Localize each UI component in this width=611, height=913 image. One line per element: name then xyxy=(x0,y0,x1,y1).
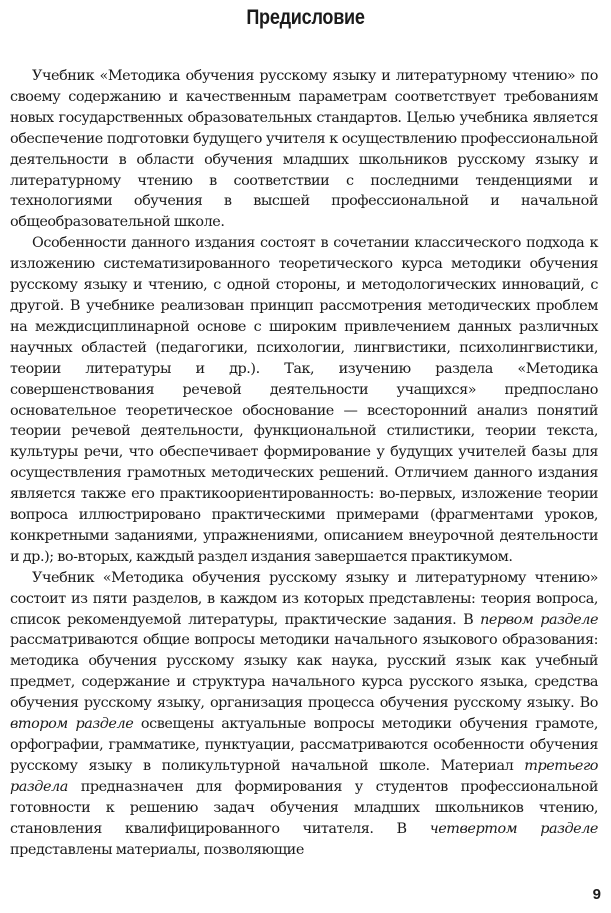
page-number: 9 xyxy=(592,886,601,903)
text-segment: освещены актуальные вопросы методики обучения грамоте, орфографии, грамматике, пунктуации, рассматриваются особенности обучения русскому языку в поликультурной начальной школе. Материал xyxy=(10,716,598,774)
text-segment: Учебник «Методика обучения русскому языку и литературному чтению» состоит из пяти разделов, в каждом из которых представлены: теория вопроса, список рекомендуемой литературы, практические задания. В xyxy=(10,569,598,628)
italic-segment: первом разделе xyxy=(480,611,599,628)
paragraph xyxy=(10,233,598,568)
page-title: Предисловие xyxy=(246,6,365,29)
body-text xyxy=(10,66,598,860)
italic-segment: четвертом разделе xyxy=(429,820,598,837)
paragraph xyxy=(10,66,598,233)
text-segment: Особенности данного издания состоят в сочетании классического подхода к изложению систематизированного теоретического курса методики обучения русскому языку и чтению, с одной стороны, и методологических инноваций, с другой. В учебнике реализован принцип рассмотрения методических проблем на междисциплинарной основе с широким привлечением данных различных научных областей (педагогики, психологии, лингвистики, психолингвистики, теории литературы и др.). Так, изучению раздела «Методика совершенствования речевой деятельности учащихся» предпослано основательное теоретическое обоснование — всесторонний анализ понятий теории речевой деятельности, функциональной стилистики, теории текста, культуры речи, что обеспечивает формирование у будущих учителей базы для осуществления грамотных методических решений. Отличием данного издания является также его практикоориентированность: во-первых, изложение теории вопроса иллюстрировано практическими примерами (фрагментами уроков, конкретными заданиями, упражнениями, описанием внеурочной деятельности и др.); во-вторых, каждый раздел издания завершается практикумом. xyxy=(10,235,598,565)
text-segment: Учебник «Методика обучения русскому языку и литературному чтению» по своему содержанию и качественным параметрам соответствует требованиям новых государственных образовательных стандартов. Целью учебника является обеспечение подготовки будущего учителя к осуществлению профессиональной деятельности в области обучения младших школьников русскому языку и литературному чтению в соответствии с последними тенденциями и технологиями обучения в высшей профессиональной и начальной общеобразовательной школе. xyxy=(10,68,598,231)
italic-segment: третьего раздела xyxy=(10,757,598,795)
paragraph xyxy=(10,568,598,861)
text-segment: рассматриваются общие вопросы методики начального языкового образования: методика обучения русскому языку как наука, русский язык как учебный предмет, содержание и структура начального курса русского языка, средства обучения русскому языку, организация процесса обучения русскому языку. Во xyxy=(10,632,598,712)
text-segment: предназначен для формирования у студентов профессиональной готовности к решению задач обучения младших школьников чтению, становления квалифицированного читателя. В xyxy=(10,778,598,837)
italic-segment: втором разделе xyxy=(10,716,134,733)
text-segment: представлены материалы, позволяющие xyxy=(10,841,304,858)
